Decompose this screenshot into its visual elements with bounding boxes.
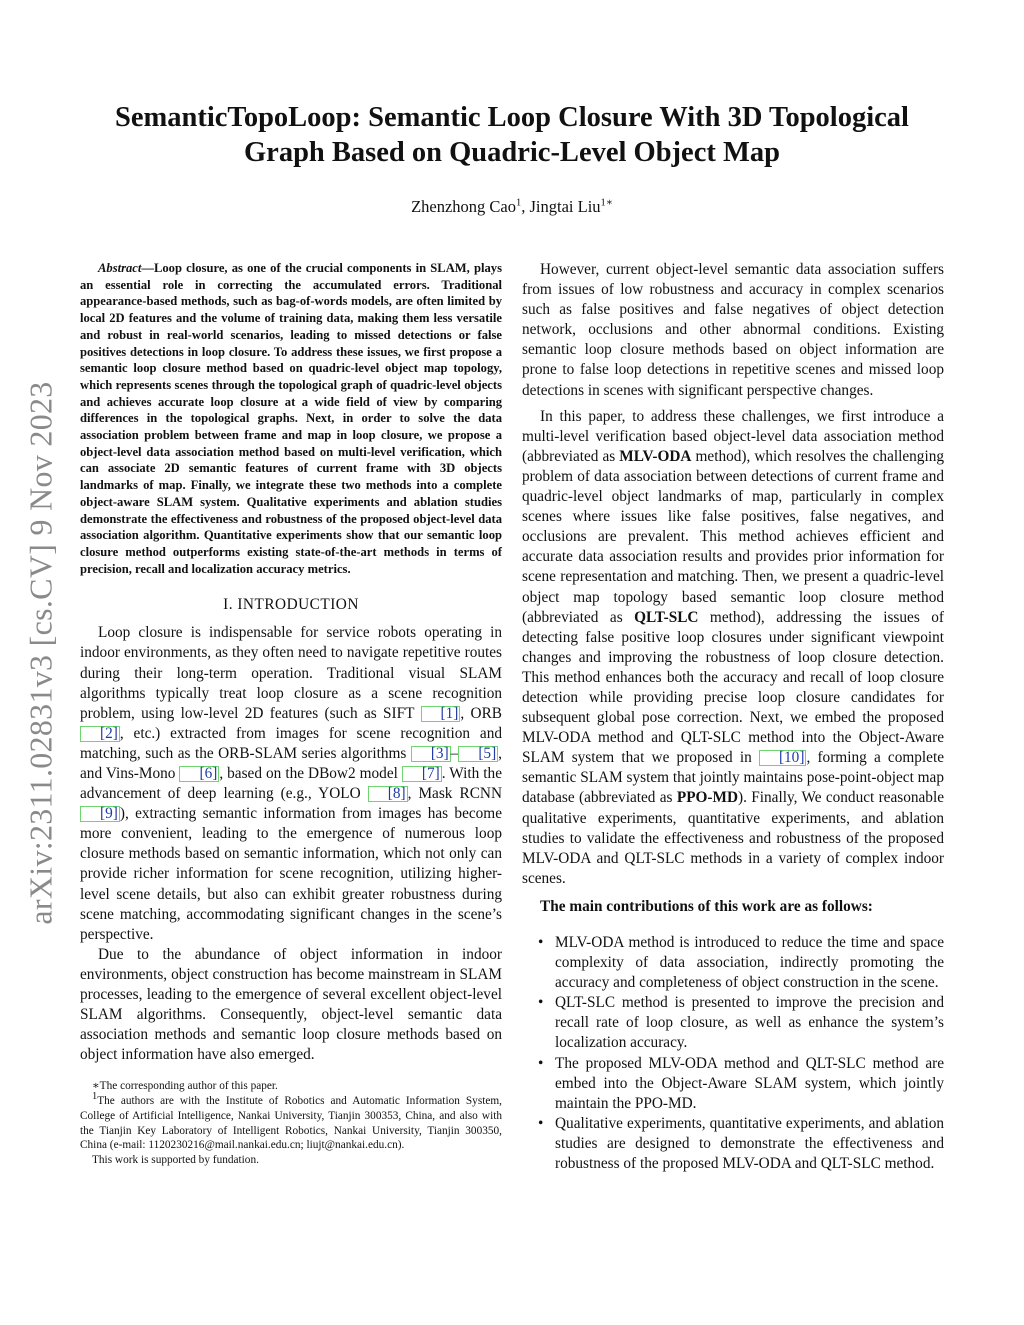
title-line-2: Graph Based on Quadric-Level Object Map (244, 137, 780, 168)
text-run: method), addressing the issues of detecting false positive loop closures under significant viewpoint changes and improving the robustness of loop closure detection. This method enhances both the accuracy and recall of loop closure detection while providing precise loop closure candidates for subsequent global pose correction. Next, we embed the proposed MLV-ODA method and QLT-SLC method into the Object-Aware SLAM system that we proposed in (522, 608, 944, 767)
author-separator: , (521, 197, 530, 216)
list-item-text: QLT-SLC method is presented to improve the precision and recall rate of loop closure, as well as enhance the system’s localization accuracy. (555, 994, 944, 1052)
text-run: , Mask RCNN (407, 785, 502, 803)
citation-link[interactable]: [2] (80, 726, 120, 742)
bullet-icon: • (538, 1114, 544, 1132)
text-run: , based on the DBow2 model (219, 765, 402, 783)
citation-link[interactable]: [7] (402, 766, 442, 782)
text-run: In this paper, to address these challenges, we first introduce a multi-level verification based object-level data association method (abbreviated as (522, 407, 944, 465)
citation-link[interactable]: [9] (80, 806, 120, 822)
section-heading: I. INTRODUCTION (223, 596, 359, 614)
method-acronym: MLV-ODA (619, 447, 692, 465)
bullet-icon: • (538, 1054, 544, 1072)
author-name: Jingtai Liu (529, 197, 601, 216)
abstract-text: —Loop closure, as one of the crucial components in SLAM, plays an essential role in correcting the accumulated errors. Traditional appearance-based methods, such as bag-of-words models, are often limited by local 2D features and the volume of training data, making them less versatile and robust in real-world scenarios, leading to missed detections or false positives detections in loop closure. To address these issues, we first propose a semantic loop closure method based on quadric-level object map topology, which represents scenes through the topological graph of quadric-level objects and achieves accurate loop closure at a wide field of view by comparing differences in the topological graphs. Next, in order to solve the data association problem between frame and map in loop closure, we propose a object-level data association method based on multi-level verification, which can associate 2D semantic features of current frame with 3D objects landmarks of map. Finally, we integrate these two methods into a complete object-aware SLAM system. Qualitative experiments and ablation studies demonstrate the effectiveness and robustness of the proposed object-level data association algorithm. Quantitative experiments show that our semantic loop closure method outperforms existing state-of-the-art methods in terms of precision, recall and localization accuracy metrics. (80, 261, 502, 576)
citation-link[interactable]: [1] (421, 706, 461, 722)
body-paragraph (80, 623, 502, 945)
abstract-label: Abstract (98, 261, 142, 275)
citation-link[interactable]: [3] (411, 746, 451, 762)
bullet-icon: • (538, 994, 544, 1012)
text-run: , ORB (460, 704, 503, 722)
arxiv-id-label: arXiv:2311.02831v3 [cs.CV] 9 Nov 2023 (22, 381, 59, 925)
method-acronym: PPO-MD (676, 789, 739, 807)
list-item-text: Qualitative experiments, quantitative experiments, and ablation studies are designed to demonstrate the effectiveness and robustness of the proposed MLV-ODA and QLT-SLC method. (555, 1114, 944, 1173)
author-affiliation-mark: 1 (516, 197, 522, 209)
text-run: ). Finally, We conduct reasonable qualitative experiments, quantitative experiments, and ablation studies to validate the effectiveness and robustness of the proposed MLV-ODA and QLT-SLC methods in a variety of complex indoor scenes. (522, 789, 944, 887)
arxiv-sidebar-stamp (16, 348, 66, 958)
citation-link[interactable]: [6] (179, 766, 219, 782)
footnote-corresponding: ∗The corresponding author of this paper. (92, 1080, 278, 1093)
list-item (522, 1114, 944, 1174)
contributions-heading: The main contributions of this work are as follows: (540, 897, 873, 915)
body-paragraph: Due to the abundance of object information in indoor environments, object construction has become mainstream in SLAM processes, leading to the emergence of several excellent object-level SLAM algorithms. Consequently, object-level semantic data association methods and semantic loop closure methods based on object information have also emerged. (80, 945, 502, 1064)
title-line-1: SemanticTopoLoop: Semantic Loop Closure With 3D Topological (115, 102, 909, 133)
text-run: . With the advancement of deep learning (e.g., YOLO (80, 765, 502, 803)
method-acronym: QLT-SLC (634, 608, 699, 626)
list-item-text: MLV-ODA method is introduced to reduce the time and space complexity of data association, indirectly promoting the accuracy and completeness of object construction in the scene. (555, 934, 944, 992)
text-run: , etc.) extracted from images for scene recognition and matching, such as the ORB-SLAM series algorithms (80, 724, 502, 762)
text-run: ), extracting semantic information from images has become more convenient, leading to the emergence of numerous loop closure methods based on semantic information, which not only can provide richer information for scene recognition, utilizing higher-level scene details, but also can exhibit greater robustness during scene matching, accommodating significant changes in the scene’s perspective. (80, 805, 502, 943)
text-run: , and Vins-Mono (80, 744, 502, 783)
bullet-icon: • (538, 934, 544, 951)
text-run: , forming a complete semantic SLAM system that jointly maintains pose-point-object map database (abbreviated as (522, 749, 944, 807)
list-item (522, 933, 944, 993)
text-run: method), which resolves the challenging problem of data association between detections of current frame and quadric-level object landmarks of map, particularly in complex scenes where issues like false positives, false negatives, and occlusions are prevalent. This method achieves efficient and accurate data association results and provides prior information for scene representation and matching. Then, we present a quadric-level object map topology based semantic loop closure method (abbreviated as (522, 447, 944, 626)
author-name: Zhenzhong Cao (411, 197, 516, 216)
list-item (522, 993, 944, 1053)
author-affiliation-mark: 1∗ (600, 197, 613, 209)
author-list (60, 197, 964, 217)
right-column (522, 260, 944, 1174)
footnote-mark: 1 (92, 1091, 98, 1103)
list-item-text: The proposed MLV-ODA method and QLT-SLC method are embed into the Object-Aware SLAM system, which jointly maintain the PPO-MD. (555, 1054, 944, 1112)
citation-link[interactable]: [5] (458, 746, 498, 762)
citation-link[interactable]: [8] (368, 786, 408, 802)
text-run: Loop closure is indispensable for service robots operating in indoor environments, as they often need to navigate repetitive routes during their long-term operation. Traditional visual SLAM algorithms typically treat loop closure as a scene recognition problem, using low-level 2D features (such as SIFT (80, 624, 502, 722)
citation-link[interactable]: [10] (759, 750, 807, 766)
footnote-affiliation (80, 1091, 502, 1153)
left-column (80, 260, 502, 1168)
text-run: – (450, 744, 459, 762)
abstract (80, 260, 502, 577)
list-item (522, 1054, 944, 1114)
contributions-list (522, 933, 944, 1174)
paper-title (60, 100, 964, 170)
footnote-affiliation-text: The authors are with the Institute of Robotics and Automatic Information System, College of Artificial Intelligence, Nankai University, Tianjin 300353, China, and also with the Tianjin Key Laboratory of Intelligent Robotics, Nankai University, Tianjin 300350, China (e-mail: 1120230216@mail.nankai.edu.cn; liujt@nankai.edu.cn). (80, 1095, 502, 1152)
body-paragraph: However, current object-level semantic data association suffers from issues of low robustness and accuracy in complex scenarios such as false positives and false negatives of object detection network, occlusions and other abnormal conditions. Existing semantic loop closure methods based on object information are prone to false loop detections in repetitive scenes and missed loop detections in scenes with significant perspective changes. (522, 261, 944, 399)
footnote-funding: This work is supported by fundation. (92, 1153, 259, 1166)
body-paragraph (522, 407, 944, 889)
